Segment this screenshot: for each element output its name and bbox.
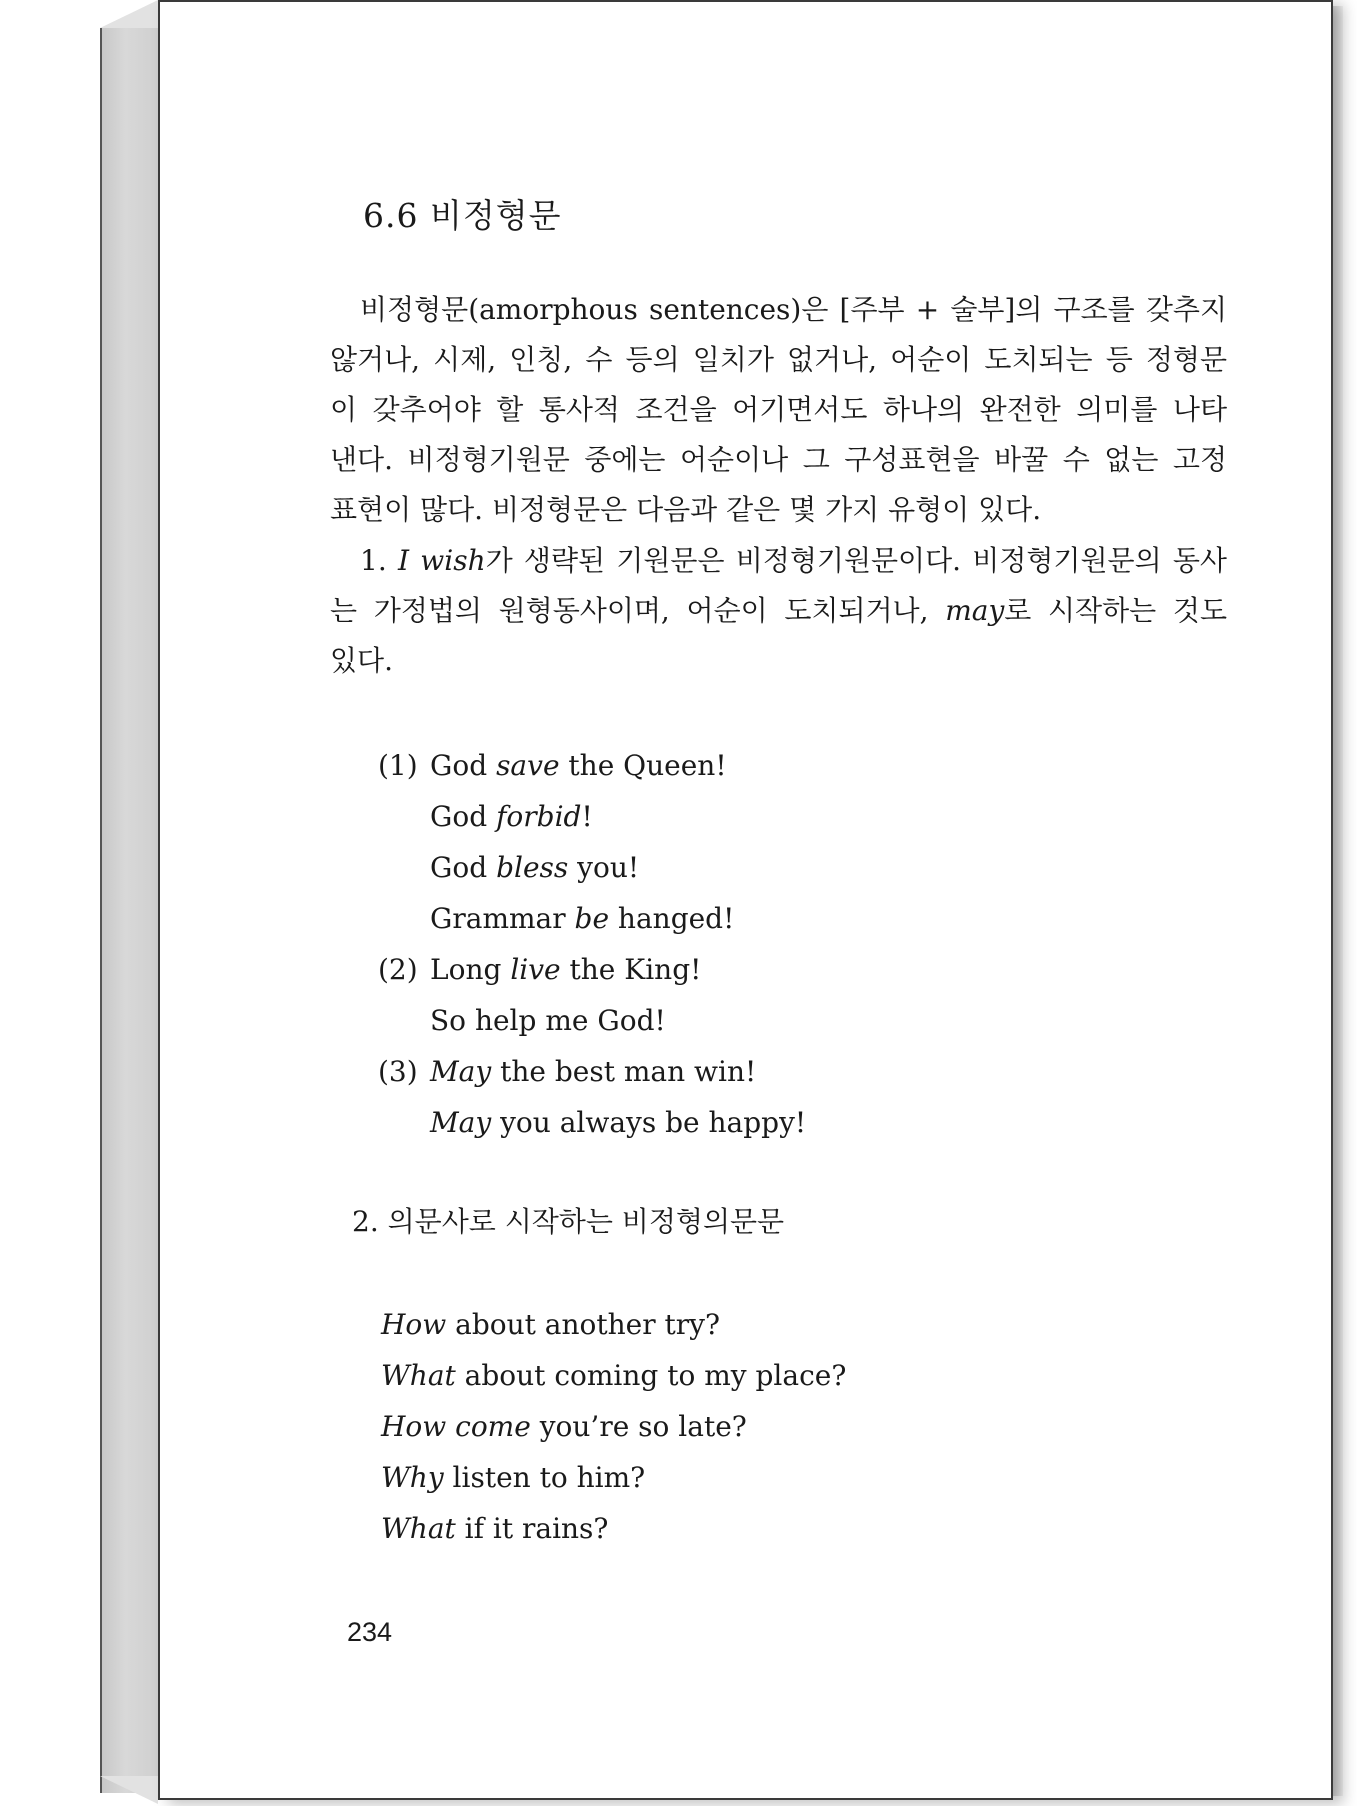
paragraph-intro <box>330 285 1227 535</box>
book-spine-top <box>100 0 158 28</box>
question-item <box>381 1503 846 1554</box>
question-item <box>381 1452 846 1503</box>
question-item <box>381 1350 846 1401</box>
paragraph-line: 않거나, 시제, 인칭, 수 등의 일치가 없거나, 어순이 도치되는 등 정형문 <box>330 343 1227 376</box>
question-item <box>381 1401 846 1452</box>
text-run: about another try? <box>446 1308 721 1341</box>
example-sentence <box>430 995 666 1046</box>
italic-term: What <box>381 1359 456 1392</box>
question-list <box>381 1299 846 1554</box>
example-sentence <box>430 944 701 995</box>
text-run: you always be happy! <box>491 1106 807 1139</box>
text-run: the Queen! <box>559 749 727 782</box>
book-spine-bottom <box>100 1776 158 1804</box>
italic-term: How come <box>381 1410 531 1443</box>
section-title: 6.6 비정형문 <box>363 196 562 235</box>
text-run: the King! <box>560 953 702 986</box>
list-number: 1. <box>360 544 398 577</box>
question-item <box>381 1299 846 1350</box>
text-run: about coming to my place? <box>455 1359 847 1392</box>
italic-term: live <box>510 953 561 986</box>
italic-term: save <box>496 749 560 782</box>
text-run: Long <box>430 953 511 986</box>
text-run: the best man win! <box>491 1055 757 1088</box>
text-run: God <box>430 851 497 884</box>
page-edge <box>1333 6 1343 1796</box>
italic-term: Why <box>381 1461 444 1494</box>
italic-term: may <box>945 594 1005 627</box>
italic-term: May <box>430 1055 492 1088</box>
text-run: hanged! <box>609 902 735 935</box>
text-run: 는 가정법의 원형동사이며, 어순이 도치되거나, <box>330 594 946 627</box>
italic-term: What <box>381 1512 456 1545</box>
paragraph-line: 비정형문(amorphous sentences)은 [주부 + 술부]의 구조를 갖추지 <box>360 293 1227 326</box>
italic-term: How <box>381 1308 447 1341</box>
page-number: 234 <box>347 1617 393 1647</box>
text-run: God <box>430 800 497 833</box>
italic-term: bless <box>496 851 569 884</box>
text-run: Grammar <box>430 902 575 935</box>
text-run: So help me God! <box>430 1004 666 1037</box>
paragraph-line: 있다. <box>330 644 393 677</box>
italic-term: be <box>574 902 610 935</box>
paragraph-line <box>330 586 1227 636</box>
paragraph-line: 이 갖추어야 할 통사적 조건을 어기면서도 하나의 완전한 의미를 나타 <box>330 393 1227 426</box>
example-sentence <box>430 842 639 893</box>
example-number: (3) <box>378 1055 418 1088</box>
example-number: (2) <box>378 953 418 986</box>
italic-term: I wish <box>397 544 486 577</box>
paragraph-line: 표현이 많다. 비정형문은 다음과 같은 몇 가지 유형이 있다. <box>330 493 1042 526</box>
text-run: if it rains? <box>455 1512 609 1545</box>
text-run: listen to him? <box>443 1461 646 1494</box>
sub-heading: 2. 의문사로 시작하는 비정형의문문 <box>352 1205 785 1238</box>
text-run: 가 생략된 기원문은 비정형기원문이다. 비정형기원문의 동사 <box>485 544 1227 577</box>
example-sentence <box>430 740 727 791</box>
example-sentence <box>430 1097 806 1148</box>
italic-term: forbid <box>496 800 582 833</box>
text-run: you’re so late? <box>530 1410 747 1443</box>
example-sentence <box>430 893 734 944</box>
italic-term: May <box>430 1106 492 1139</box>
example-sentence <box>430 791 593 842</box>
text-run: 로 시작하는 것도 <box>1004 594 1227 627</box>
text-run: ! <box>581 800 593 833</box>
example-number: (1) <box>378 749 418 782</box>
paragraph-type1 <box>330 536 1227 686</box>
text-run: you! <box>568 851 640 884</box>
example-sentence <box>430 1046 756 1097</box>
book-spine <box>100 28 160 1793</box>
text-run: God <box>430 749 497 782</box>
paragraph-line: 낸다. 비정형기원문 중에는 어순이나 그 구성표현을 바꿀 수 없는 고정 <box>330 443 1227 476</box>
paragraph-line <box>330 536 1227 586</box>
